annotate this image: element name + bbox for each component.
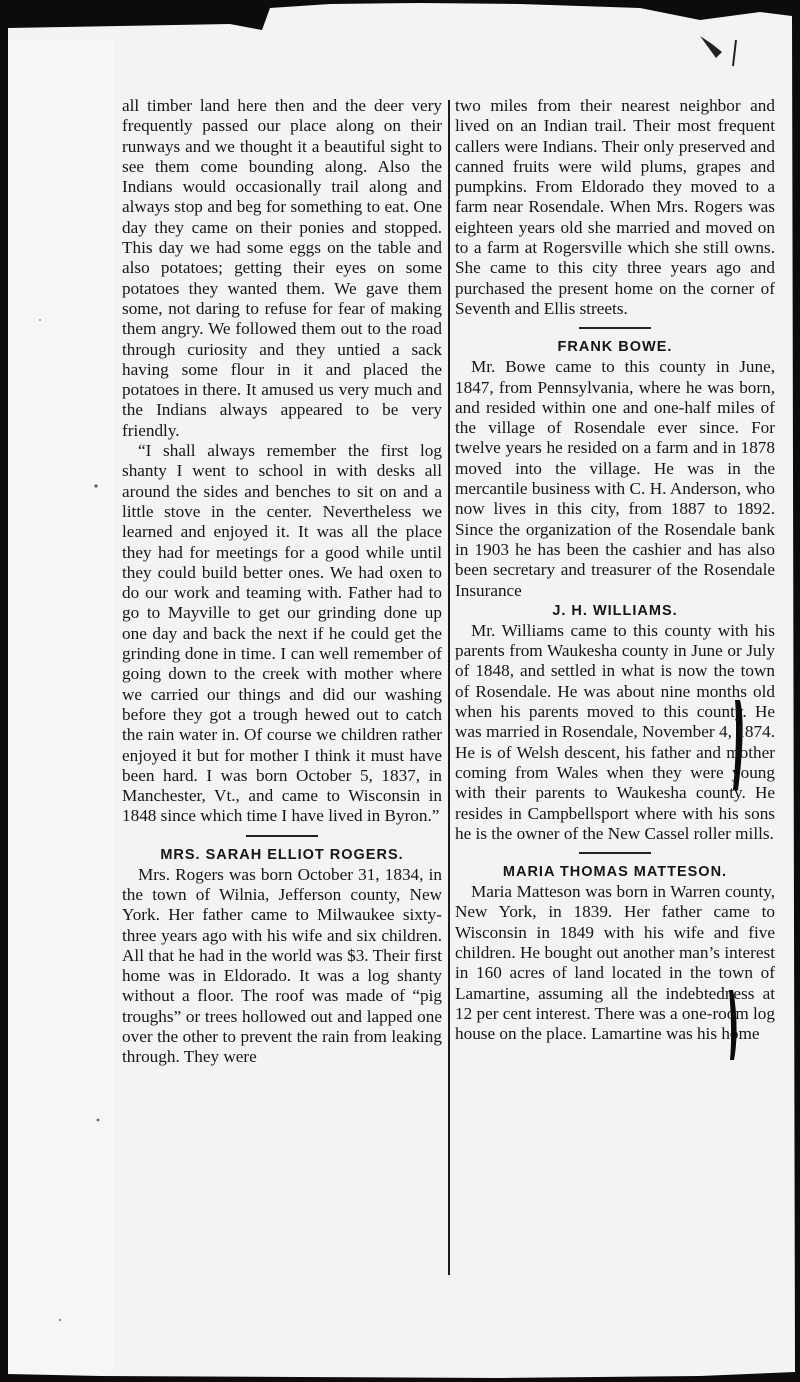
- right-column: [455, 96, 775, 1044]
- heading-rogers: MRS. SARAH ELLIOT ROGERS.: [160, 846, 404, 863]
- section-divider: [579, 327, 651, 329]
- right-paragraph-1: two miles from their nearest neighbor and lived on an Indian trail. Their most frequent callers were Indians. Their only preserved and canned fruits were wild plums, grapes and pumpkins. From Eldorado they moved to a farm near Rosendale. When Mrs. Rogers was eighteen years old she married and moved on to a farm at Rogersville which she still owns. She came to this city three years ago and purchased the present home on the corner of Seventh and Ellis streets.: [455, 96, 775, 318]
- right-paragraph-3: Mr. Williams came to this county with his parents from Waukesha county in June or July of 1848, and settled in what is now the town of Rosendale. He was about nine months old when his parents moved to this county. He was married in Rosendale, November 4, 1874. He is of Welsh descent, his father and mother coming from Wales when they were young with their parents to Waukesha county. He resides in Campbellsport where with his sons he is the owner of the New Cassel roller mills.: [455, 620, 775, 843]
- heading-bowe: FRANK BOWE.: [557, 339, 673, 356]
- right-paragraph-2: Mr. Bowe came to this county in June, 1847, from Pennsylvania, where he was born, and resided within one and one-half miles of the village of Rosendale ever since. For twelve years he resided on a farm and in 1878 moved into the village. He was in the mercantile business with C. H. Anderson, who now lives in this city, from 1887 to 1892. Since the organization of the Rosendale bank in 1903 he has been the cashier and has also been secretary and treasurer of the Rosendale Insurance: [455, 357, 775, 600]
- section-divider: [246, 835, 318, 837]
- section-divider: [579, 852, 651, 854]
- left-paragraph-2: “I shall always remember the first log shanty I went to school in with desks all around the sides and benches to sit on and a little stove in the center. Nevertheless we learned and enjoyed it. It was all the place they had for meetings for a good while until they could build better ones. We had oxen to do our work and teaming with. Father had to go to Mayville to get our grinding done up one day and back the next if he could get the grinding done in time. I can well remember of going down to the creek with mother where we carried our things and did our washing before they got a trough hewed out to catch the rain water in. Of course we children rather enjoyed it but for mother I think it must have been hard. I was born October 5, 1837, in Manchester, Vt., and came to Wisconsin in 1848 since which time I have lived in Byron.”: [122, 441, 442, 826]
- heading-matteson: MARIA THOMAS MATTESON.: [502, 864, 728, 881]
- heading-williams: J. H. WILLIAMS.: [552, 602, 678, 619]
- left-paragraph-3: Mrs. Rogers was born October 31, 1834, in the town of Wilnia, Jefferson county, New York. Her father came to Milwaukee sixty-three years ago with his wife and six children. All that he had in the world was $3. Their first home was in Eldorado. It was a log shanty without a floor. The roof was made of “pig troughs” or trees hollowed out and lapped one over the other to prevent the rain from leaking through. They were: [122, 864, 442, 1067]
- left-column: [122, 96, 442, 1068]
- left-paragraph-1: all timber land here then and the deer very frequently passed our place along on their runways and we thought it a beautiful sight to see them come bounding along. Also the Indians would occasionally trail along and always stop and beg for something to eat. One day they came on their ponies and stopped. This day we had some eggs on the table and also potatoes; getting their eyes on some potatoes they wanted them. We gave them some, not daring to refuse for fear of making them angry. We followed them out to the road through curiosity and they untied a sack having some flour in it and placed the potatoes in there. It amused us very much and the Indians always appeared to be very friendly.: [122, 96, 442, 440]
- right-paragraph-4: Maria Matteson was born in Warren county, New York, in 1839. Her father came to Wisconsin in 1849 with his wife and five children. He bought out another man’s interest in 160 acres of land located in the town of Lamartine, assuming all the indebtedness at 12 per cent interest. There was a one-room log house on the place. Lamartine was his home: [455, 882, 775, 1044]
